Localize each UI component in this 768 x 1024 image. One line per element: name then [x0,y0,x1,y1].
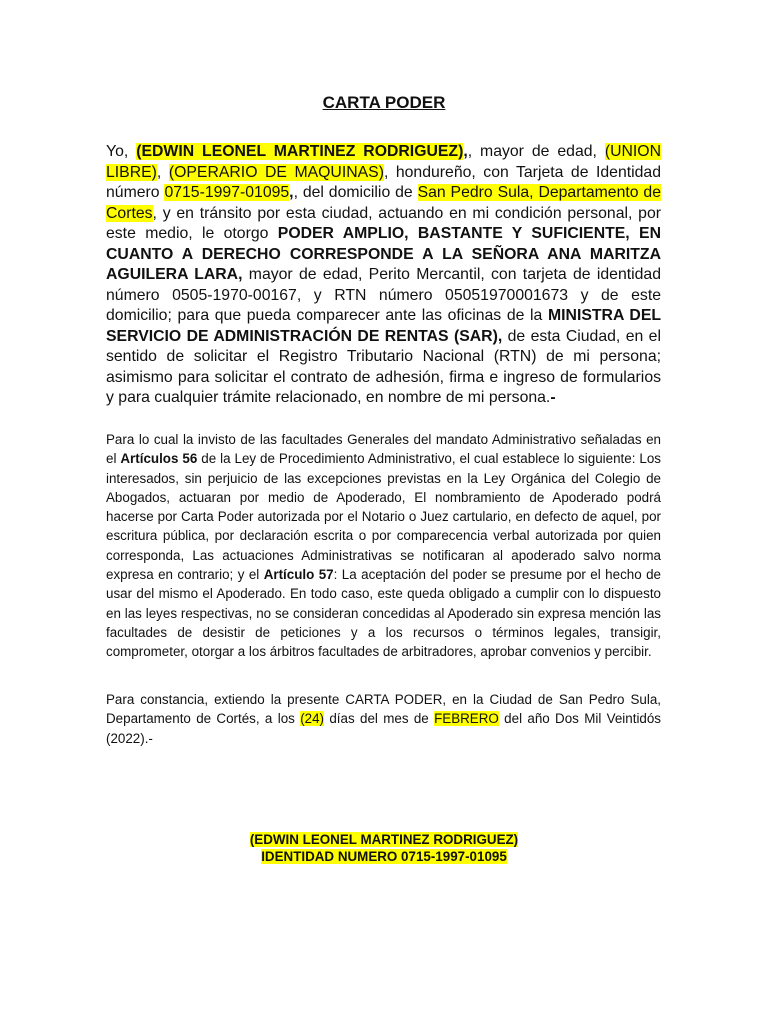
text: del año Dos Mil Veintidós (2022).- [106,711,662,746]
identity-number: 0715-1997-01095 [164,184,290,201]
article-57: Artículo 57 [263,567,334,583]
text: de la Ley de Procedimiento Administrativo, el cual establece lo siguiente: Los interesados, sin perjuicio de las excepciones previstas en la Ley Orgánica del Colegio de Abogados, actuaran por medio de Apoderado, El nombramiento de Apoderado podrá hacerse por Carta Poder autorizada por el Notario o Juez cartulario, en defecto de aquel, por escritura pública, por declaración escrita o por comparecencia verbal autorizada por quien corresponda, Las actuaciones Administrativas se notificaran al apoderado salvo norma expresa en contrario; y el [106,451,661,583]
text: Para constancia, extiendo la presente CARTA PODER, en la Ciudad de San Pedro Sula, Departamento de Cortés, a los [106,692,661,727]
signature-name: (EDWIN LEONEL MARTINEZ RODRIGUEZ) [249,832,519,847]
ministry-name: MINISTRA DEL SERVICIO DE ADMINISTRACIÓN DE RENTAS (SAR), [106,307,662,345]
paragraph-constancy [106,690,661,748]
text: - [550,389,556,406]
article-56: Artículos 56 [120,451,198,467]
signature-block [0,831,768,865]
text: , del domicilio de [293,184,418,201]
text: , mayor de edad, [467,143,605,160]
occupation: (OPERARIO DE MAQUINAS) [168,163,384,181]
text: , [156,163,169,181]
text: , hondureño, con Tarjeta de Identidad número [106,163,661,201]
text: días del mes de [324,711,435,727]
grantor-name: (EDWIN LEONEL MARTINEZ RODRIGUEZ) [136,143,464,160]
text: de esta Ciudad, en el sentido de solicitar el Registro Tributario Nacional (RTN) de mi persona; asimismo para solicitar el contrato de adhesión, firma e ingreso de formularios y para cualquier trámite relacionado, en nombre de mi persona. [106,327,661,406]
text: , y en tránsito por esta ciudad, actuando en mi condición personal, por este medio, le otorgo [106,204,661,242]
text: mayor de edad, Perito Mercantil, con tarjeta de identidad número 0505-1970-00167, y RTN número 05051970001673 y de este domicilio; para que pueda comparecer ante las oficinas de la [106,266,662,324]
marital-status: (UNION LIBRE) [106,143,662,181]
paragraph-granting [106,142,661,409]
power-clause: PODER AMPLIO, BASTANTE Y SUFICIENTE, EN CUANTO A DERECHO CORRESPONDE A LA SEÑORA ANA MARITZA AGUILERA LARA, [106,225,661,283]
text: Para lo cual la invisto de las facultades Generales del mandato Administrativo señaladas en el [106,432,661,467]
document-title: CARTA PODER [322,93,446,112]
day-number: (24) [300,711,325,727]
domicile: San Pedro Sula, Departamento de Cortes [106,184,661,222]
month: FEBRERO [434,711,499,727]
paragraph-faculties [106,430,661,662]
text: , [289,184,294,201]
text: : La aceptación del poder se presume por el hecho de usar del mismo el Apoderado. En todo caso, este queda obligado a cumplir con lo dispuesto en las leyes respectivas, no se consideran concedidas al Apoderado sin expresa mención las facultades de desistir de peticiones y a los recursos o términos legales, transigir, comprometer, otorgar a los árbitros facultades de arbitradores, aprobar convenios y percibir. [106,567,661,660]
text: , [463,143,468,160]
text: Yo, [106,143,137,160]
signature-id: IDENTIDAD NUMERO 0715-1997-01095 [261,849,507,864]
